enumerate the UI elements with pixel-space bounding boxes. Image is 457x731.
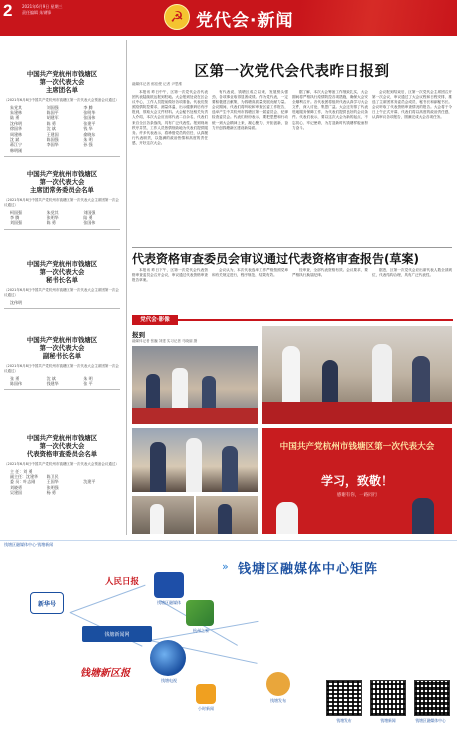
article-col-3: 据了解，本次大会筹备工作细致扎实，大会期间将严格执行疫情防控各项措施，确保大会安全顺利召开。各代表团将组织代表认真学习大会文件，深入讨论，集思广益。大会还安排了代表驻地服务保障工作，为代表们提供良好的会议条件。代表们表示，要以这次大会为新的起点，不忘初心、牢记使命，为打造新时代钱塘样板而努力奋斗。 xyxy=(292,90,368,130)
photo-byline: 融媒体记者 张巍 刘建 实习记者 马晓丽 摄 xyxy=(132,339,198,343)
name-item: 沈 斌 xyxy=(10,137,20,143)
sub-article-col-2: 会议认为，本次代表选举工作严格按照党章和有关规定进行，程序规范、结果有效。 xyxy=(212,268,288,278)
app-tile-rongmeiti xyxy=(154,572,184,598)
name-item: 沈伟明 xyxy=(10,120,22,126)
logo-qiantang-news-net: 钱塘新闻网 xyxy=(104,632,130,638)
name-item: 陈国伟 xyxy=(10,381,22,387)
name-item: 杨 勇 xyxy=(46,490,56,496)
qr-label-2: 钱塘新闻 xyxy=(380,718,396,723)
name-item: 李 腾 xyxy=(10,215,20,221)
article-col-2: 有代表说，钱塘区成立以来，发展势头强劲，各项事业取得显著成绩。作为党代表，一定要积极建言献策，为钱塘高质量发展贡献力量。会议期间，代表们将听取和审查区委工作报告，选举产生中共杭州市钱塘区第一届委员会、纪律检查委员会。代表们纷纷表示，要把思想和行动统一到大会精神上来，凝心聚力、开拓创新，奋力开创钱塘新区建设新局面。 xyxy=(212,90,288,130)
name-item: 朱党其 xyxy=(46,209,59,215)
name-grid xyxy=(4,469,120,496)
name-item: 张建平 xyxy=(83,120,96,126)
article-col-4: 会议报到结束后，区第一次党代会主席团召开第一次会议，审议通过了大会议程和日程安排，推选了主席团常务委员会成员、秘书长和副秘书长。会议听取了代表资格审查情况的报告。大会将于今日上午正式开幕，代表们将以高度的政治责任感，认真审议各项报告，圆满完成大会各项任务。 xyxy=(372,90,452,120)
name-item: 韩明刚 xyxy=(10,147,22,153)
label-rongmeiti: 钱塘区融媒体 xyxy=(157,600,181,605)
qr-label-1: 钱塘发布 xyxy=(336,718,352,723)
name-item: 委 员：叶志刚 xyxy=(10,479,36,485)
photo-delegates-checkin xyxy=(132,428,258,492)
article-col-1: 本报讯 昨日中午，区第一次党代会各代表团代表陆续抵达报到驻地。大会报到处设在区会议中心，工作人员提前做好各项准备。代表们按照疫情防控要求，测量体温、出示健康码后有序报到，领取大会文件材料。大会秘书处相关负责人介绍，本次大会应出席代表二百余名，代表们来自全区各条战线，具有广泛代表性。报到现场秩序井然，工作人员热情细致地为代表们提供服务。许多代表表示，将珍惜党员的信任，认真履行代表职责，以饱满的政治热情和高度的责任感，开好这次大会。 xyxy=(132,90,208,145)
name-item: 陆 勇 xyxy=(10,115,20,121)
name-item: 刘国强 xyxy=(10,220,22,226)
party-emblem-icon: ☭ xyxy=(164,4,190,30)
name-item: 沈 斌 xyxy=(46,375,56,381)
photo-registration-desk xyxy=(132,346,258,424)
article-separator xyxy=(132,247,452,248)
sub-article-col-1: 本报讯 昨日下午，区第一次党代会代表资格审查委员会召开会议，审议通过代表资格审查报告草案。 xyxy=(132,268,208,283)
name-item: 朱 明 xyxy=(83,375,93,381)
label-qiantang-tv: 钱塘电视 xyxy=(161,678,177,683)
name-item: 柯国强 xyxy=(10,209,22,215)
app-tile-qiantang-fabu xyxy=(266,672,290,696)
name-item: 陈国强 xyxy=(46,137,59,143)
headline: 区第一次党代会代表昨日报到 xyxy=(194,64,390,80)
list-block xyxy=(4,170,120,230)
name-item: 张 勇 xyxy=(10,375,20,381)
name-grid xyxy=(4,210,120,226)
section-title: 党代会·新闻 xyxy=(196,11,294,31)
name-grid xyxy=(4,300,120,305)
list-separator xyxy=(4,156,120,157)
name-item: 徐国华 xyxy=(10,126,22,132)
column-divider xyxy=(126,40,127,535)
label-qiantang-fabu: 钱塘发布 xyxy=(270,698,286,703)
name-item: 张 平 xyxy=(83,381,93,387)
name-item: 张国伟 xyxy=(83,115,96,121)
name-item: 刘晓勇 xyxy=(10,484,22,490)
photo-subtitle: 报到 xyxy=(132,331,145,339)
name-item: 俞晓东 xyxy=(83,131,96,137)
name-item: 蒋江宁 xyxy=(10,142,22,148)
name-item: 张国伟 xyxy=(83,220,96,226)
label-hangzhou: 杭州之家 xyxy=(193,628,209,633)
app-tile-hangzhou xyxy=(186,600,214,626)
name-item: 沈伟明 xyxy=(10,299,22,305)
list-separator xyxy=(4,308,120,309)
name-item: 陈 勇 xyxy=(46,220,56,226)
sub-article-col-4: 据悉，区第一次党代会应出席代表人数全部到位，代表结构合理，具有广泛代表性。 xyxy=(372,268,452,278)
list-separator xyxy=(4,389,120,390)
name-item: 副主任：沈建华 xyxy=(10,474,38,480)
list-passed-note: （2021年6月8日中国共产党杭州市钱塘区第一次代表大会主席团第一次会议通过） xyxy=(4,363,119,373)
name-item: 胡建军 xyxy=(46,115,59,121)
name-item: 张明强 xyxy=(46,484,59,490)
banner-line-2: 学习，致敬！ xyxy=(320,474,393,488)
double-chevron-icon: » xyxy=(222,560,229,573)
name-item: 朱 明 xyxy=(83,137,93,143)
name-item: 钱建华 xyxy=(46,381,59,387)
list-passed-note: （2021年6月8日中国共产党杭州市钱塘区第一次代表大会预备会议通过） xyxy=(4,97,119,102)
list-separator xyxy=(4,229,120,230)
list-title: 中国共产党杭州市钱塘区 第一次代表大会 主席团名单 xyxy=(26,70,98,95)
name-item: 朱建林 xyxy=(10,110,22,116)
name-grid xyxy=(4,105,120,154)
name-item xyxy=(83,490,120,495)
photo-section-rule xyxy=(178,319,453,321)
list-passed-note: （2021年6月8日中国共产党杭州市钱塘区第一次代表大会主席团第一次会议通过） xyxy=(4,287,119,297)
date-line xyxy=(22,4,63,16)
list-title: 中国共产党杭州市钱塘区 第一次代表大会 代表资格审查委员会名单 xyxy=(26,434,98,459)
name-item: 刘国强 xyxy=(46,104,59,110)
name-item: 吴建国 xyxy=(10,490,22,496)
list-passed-note: （2021年6月8日中国共产党杭州市钱塘区第一次代表大会主席团第一次会议通过） xyxy=(4,197,119,207)
header-wave-decoration xyxy=(300,0,457,36)
name-item: 沈 斌 xyxy=(46,126,56,132)
banner-line-1: 中国共产党杭州市钱塘区第一次代表大会 xyxy=(279,442,435,452)
name-item: 周建林 xyxy=(10,131,22,137)
photo-banner-wall xyxy=(262,428,452,534)
name-item: 张明华 xyxy=(83,110,96,116)
name-item: 王国华 xyxy=(46,479,59,485)
name-item: 陈卫民 xyxy=(46,474,59,480)
list-title: 中国共产党杭州市钱塘区 第一次代表大会 主席团常务委员会名单 xyxy=(26,170,98,195)
byline: 融媒体记者 郁佳俊 记者 尹思维 xyxy=(132,82,183,86)
name-item: 沈建平 xyxy=(83,479,96,485)
photo-small-2 xyxy=(196,496,258,534)
banner-small-text: 感谢有你，一路同行 xyxy=(336,493,378,498)
list-block xyxy=(4,434,120,496)
list-title: 中国共产党杭州市钱塘区 第一次代表大会 副秘书长名单 xyxy=(26,336,98,361)
sub-article-col-3: 经审查，全部代表资格有效。会议要求，要严格执行换届纪律。 xyxy=(292,268,368,278)
qr-label-3: 钱塘区融媒体中心 xyxy=(415,718,446,723)
name-grid xyxy=(4,376,120,387)
photo-small-1 xyxy=(132,496,194,534)
logo-xinhua: 新华号 xyxy=(37,601,56,608)
editor-text: 责任编辑 朱钢锋 xyxy=(22,10,52,15)
logo-qiantang-paper: 钱塘新区报 xyxy=(80,668,130,679)
page-number: 2 xyxy=(3,1,13,20)
qr-code-1 xyxy=(326,680,362,716)
name-item: 李国华 xyxy=(46,142,59,148)
name-item: 刘国强 xyxy=(83,209,96,215)
matrix-title: 钱塘区融媒体中心矩阵 xyxy=(238,562,379,577)
list-passed-note: （2021年6月8日中国共产党杭州市钱塘区第一次代表大会预备会议通过） xyxy=(4,461,119,466)
globe-hub-icon xyxy=(150,640,186,676)
name-item: 陈国平 xyxy=(46,110,59,116)
name-item: 孙 强 xyxy=(83,142,93,148)
name-item: 陆 勇 xyxy=(83,215,93,221)
name-item: 王建国 xyxy=(46,131,59,137)
qr-code-2 xyxy=(370,680,406,716)
name-item: 朱党其 xyxy=(10,104,22,110)
qr-code-3 xyxy=(414,680,450,716)
name-item: 钱 华 xyxy=(83,126,93,132)
list-block xyxy=(4,70,120,157)
photo-section-label: 党代会·影像 xyxy=(132,315,178,325)
page-header xyxy=(0,0,457,36)
list-title: 中国共产党杭州市钱塘区 第一次代表大会 秘书长名单 xyxy=(26,260,98,285)
sub-headline: 代表资格审查委员会审议通过代表资格审查报告(草案) xyxy=(132,252,419,266)
app-tile-xiaoshi xyxy=(196,684,216,704)
name-item: 陈 勇 xyxy=(46,120,56,126)
list-block xyxy=(4,260,120,309)
logo-people-daily: 人民日报 xyxy=(104,577,139,587)
name-item: 李 腾 xyxy=(83,104,93,110)
matrix-top-label: 钱塘区融媒体中心·钱塘新闻 xyxy=(4,542,54,547)
list-block xyxy=(4,336,120,390)
name-item: 张明华 xyxy=(46,215,59,221)
photo-reception-hall xyxy=(262,326,452,424)
label-xiaoshi: 小时新闻 xyxy=(198,706,214,711)
date-text: 2021年6月9日 星期三 xyxy=(22,4,63,9)
name-item: 主 任：刘 勇 xyxy=(10,468,33,474)
